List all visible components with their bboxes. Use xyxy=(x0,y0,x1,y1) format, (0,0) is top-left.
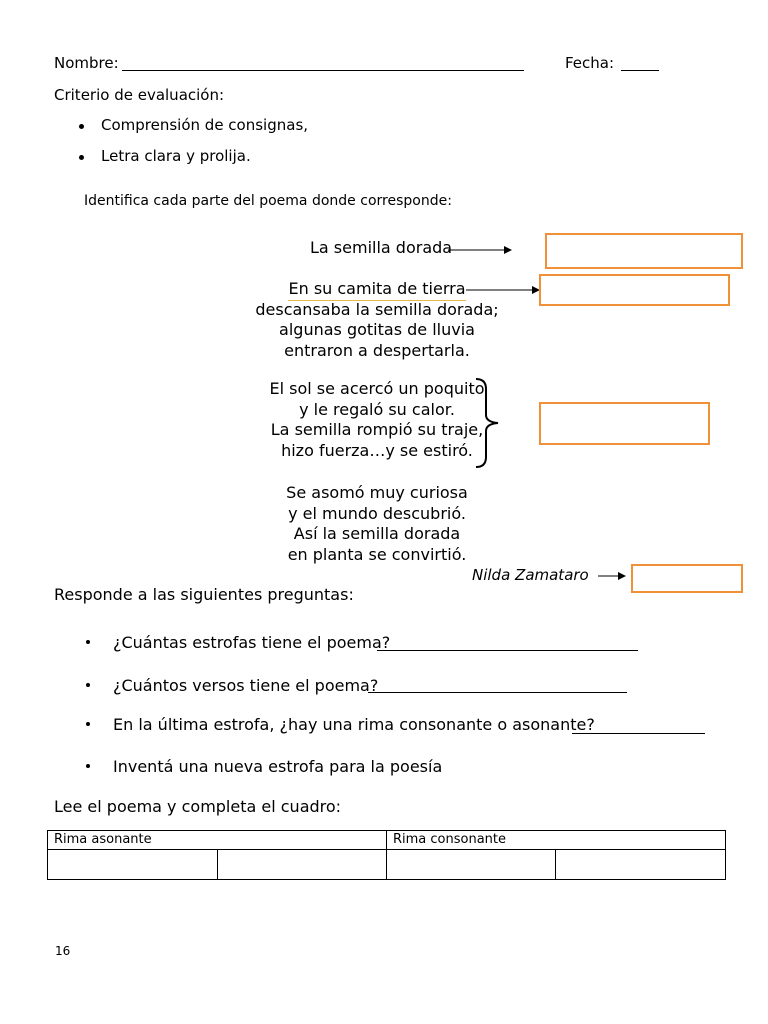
stanza-3 xyxy=(246,483,508,565)
bullet-icon xyxy=(86,683,90,687)
date-field[interactable] xyxy=(621,70,659,71)
criteria-item-1: Comprensión de consignas, xyxy=(101,116,309,134)
page-number: 16 xyxy=(55,944,71,958)
arrow-icon xyxy=(466,283,542,297)
criteria-item-2: Letra clara y prolija. xyxy=(101,147,251,165)
stanza-2-verse-2: y le regaló su calor. xyxy=(299,399,455,419)
table-cell[interactable] xyxy=(48,850,218,879)
bullet-icon xyxy=(79,155,84,160)
bullet-icon xyxy=(86,764,90,768)
name-field[interactable] xyxy=(122,70,524,71)
answer-box-verse[interactable] xyxy=(539,274,730,306)
question-3: En la última estrofa, ¿hay una rima consonante o asonante? xyxy=(113,715,595,734)
criteria-title: Criterio de evaluación: xyxy=(54,86,225,104)
stanza-1-verse-1: En su camita de tierra xyxy=(288,279,466,298)
question-2-answer-line[interactable] xyxy=(368,692,627,693)
answer-box-title[interactable] xyxy=(545,233,743,269)
rhyme-table xyxy=(47,830,726,880)
table-cell[interactable] xyxy=(218,850,387,879)
stanza-3-verse-3: Así la semilla dorada xyxy=(293,524,461,543)
answer-box-stanza[interactable] xyxy=(539,402,710,445)
stanza-2-verse-1: El sol se acercó un poquito xyxy=(269,379,485,398)
answer-box-author[interactable] xyxy=(631,564,743,593)
stanza-1-verse-2: descansaba la semilla dorada; xyxy=(255,299,499,319)
table-cell[interactable] xyxy=(556,850,725,879)
question-1: ¿Cuántas estrofas tiene el poema? xyxy=(113,633,391,652)
bullet-icon xyxy=(79,124,84,129)
stanza-1-verse-4: entraron a despertarla. xyxy=(284,340,470,360)
bullet-icon xyxy=(86,722,90,726)
stanza-1-verse-3: algunas gotitas de lluvia xyxy=(279,320,475,339)
question-3-answer-line[interactable] xyxy=(572,733,705,734)
table-cell[interactable] xyxy=(387,850,556,879)
stanza-3-verse-4: en planta se convirtió. xyxy=(287,544,467,564)
stanza-3-verse-2: y el mundo descubrió. xyxy=(288,503,466,523)
stanza-2 xyxy=(246,379,508,461)
table-header-consonante: Rima consonante xyxy=(387,831,725,850)
table-title: Lee el poema y completa el cuadro: xyxy=(54,797,342,816)
stanza-2-verse-4: hizo fuerza…y se estiró. xyxy=(281,440,473,460)
date-label: Fecha: xyxy=(565,54,615,72)
questions-title: Responde a las siguientes preguntas: xyxy=(54,585,354,604)
poem-title: La semilla dorada xyxy=(310,238,453,257)
instruction-text: Identifica cada parte del poema donde corresponde: xyxy=(84,193,452,209)
arrow-icon xyxy=(448,243,514,257)
name-label: Nombre: xyxy=(54,54,119,72)
arrow-icon xyxy=(598,569,628,583)
poem-author: Nilda Zamataro xyxy=(472,566,589,584)
stanza-2-verse-3: La semilla rompió su traje, xyxy=(270,420,484,439)
question-2: ¿Cuántos versos tiene el poema? xyxy=(113,676,379,695)
question-1-answer-line[interactable] xyxy=(377,650,638,651)
stanza-3-verse-1: Se asomó muy curiosa xyxy=(286,483,468,502)
question-4: Inventá una nueva estrofa para la poesía xyxy=(113,757,443,776)
bullet-icon xyxy=(86,640,90,644)
stanza-1-verse-1-wrap xyxy=(288,279,465,300)
highlight-underline xyxy=(288,300,465,301)
table-header-asonante: Rima asonante xyxy=(48,831,387,850)
brace-icon xyxy=(474,377,504,471)
